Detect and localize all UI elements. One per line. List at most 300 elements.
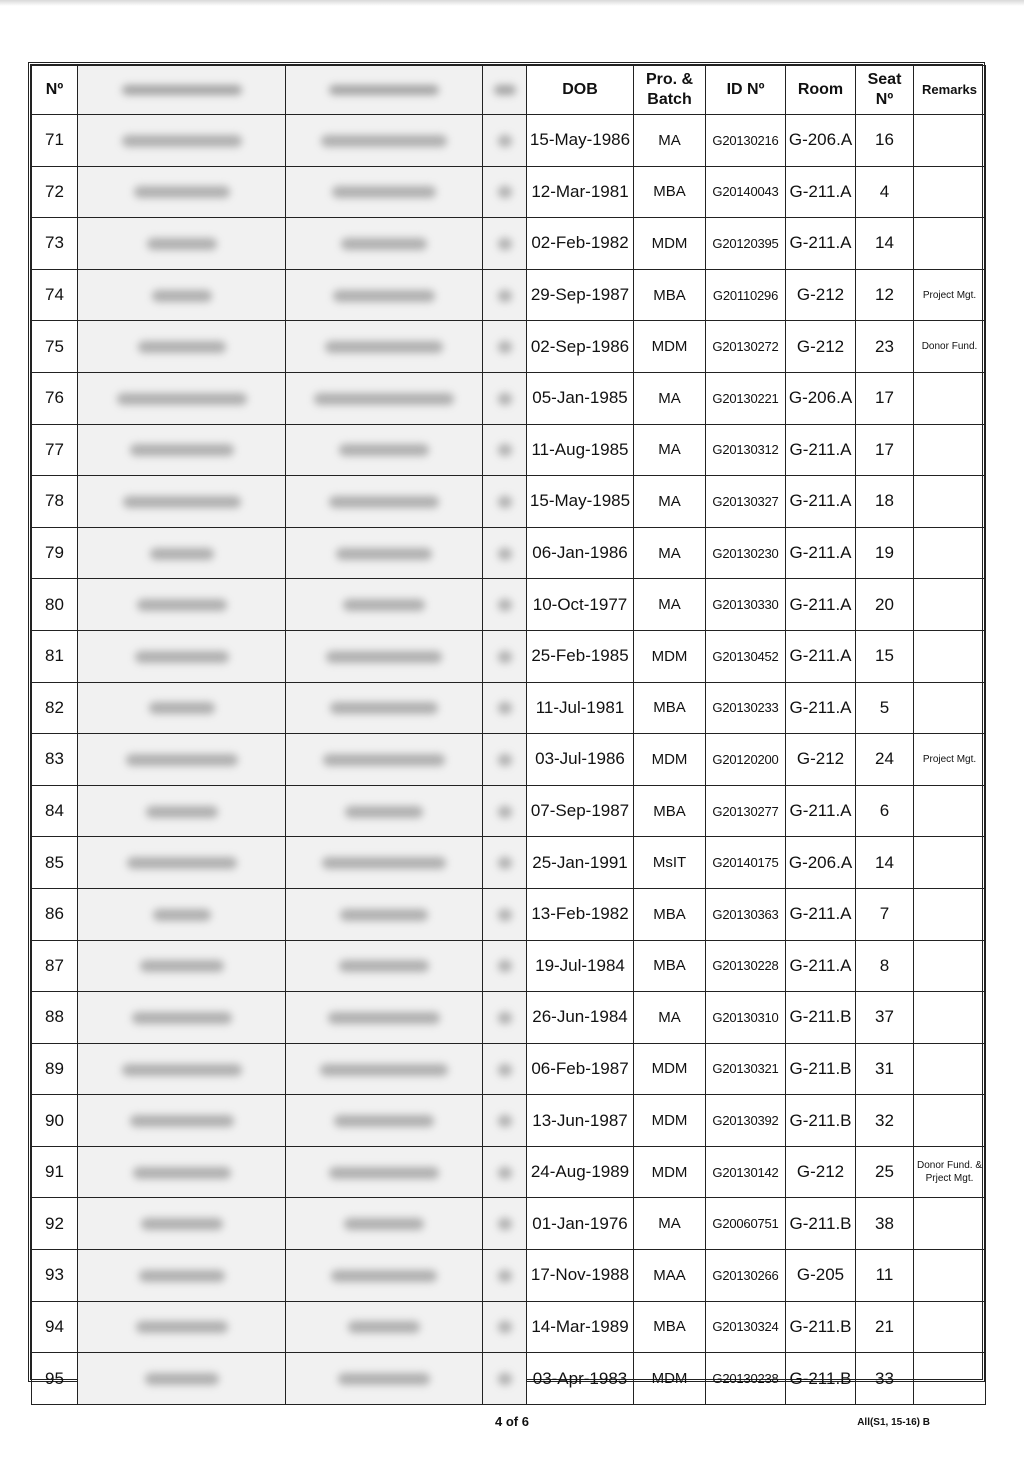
row-id-no: G20130216 xyxy=(706,115,786,167)
redacted-name-native xyxy=(78,321,286,373)
row-remarks: Donor Fund. & Prject Mgt. xyxy=(914,1146,986,1198)
row-id-no: G20130452 xyxy=(706,630,786,682)
row-id-no: G20130321 xyxy=(706,1043,786,1095)
redacted-name-latin xyxy=(286,682,483,734)
row-dob: 13-Jun-1987 xyxy=(527,1095,634,1147)
row-remarks: Donor Fund. xyxy=(914,321,986,373)
header-no: Nº xyxy=(32,66,78,115)
redacted-name-native xyxy=(78,992,286,1044)
table-row xyxy=(32,115,986,167)
row-remarks xyxy=(914,837,986,889)
redacted-name-native xyxy=(78,1043,286,1095)
header-seat-line1: Seat xyxy=(867,71,902,88)
redaction-blur xyxy=(140,960,224,972)
redaction-blur xyxy=(314,393,454,405)
row-room: G-206.A xyxy=(786,372,856,424)
table-row xyxy=(32,1250,986,1302)
row-remarks xyxy=(914,1043,986,1095)
redacted-name-latin xyxy=(286,218,483,270)
row-seat-no: 19 xyxy=(856,527,914,579)
redaction-blur xyxy=(139,1270,225,1282)
row-number: 78 xyxy=(32,476,78,528)
redaction-blur xyxy=(498,290,512,302)
row-room: G-212 xyxy=(786,1146,856,1198)
row-number: 92 xyxy=(32,1198,78,1250)
redacted-name-native xyxy=(78,1198,286,1250)
redaction-blur xyxy=(498,1012,512,1024)
row-number: 94 xyxy=(32,1301,78,1353)
redaction-blur xyxy=(149,702,215,714)
row-program: MA xyxy=(634,372,706,424)
redaction-blur xyxy=(498,238,512,250)
table-row xyxy=(32,682,986,734)
redaction-blur xyxy=(343,599,425,611)
row-dob: 19-Jul-1984 xyxy=(527,940,634,992)
row-seat-no: 20 xyxy=(856,579,914,631)
redaction-blur xyxy=(498,496,512,508)
redacted-sex xyxy=(483,166,527,218)
row-number: 90 xyxy=(32,1095,78,1147)
table-row xyxy=(32,424,986,476)
redacted-name-native xyxy=(78,837,286,889)
row-id-no: G20130230 xyxy=(706,527,786,579)
row-id-no: G20130266 xyxy=(706,1250,786,1302)
redaction-blur xyxy=(138,341,226,353)
redacted-name-native xyxy=(78,785,286,837)
redaction-blur xyxy=(498,1064,512,1076)
row-number: 75 xyxy=(32,321,78,373)
row-number: 76 xyxy=(32,372,78,424)
header-id-no: ID Nº xyxy=(706,66,786,115)
row-room: G-205 xyxy=(786,1250,856,1302)
header-program-line1: Pro. & xyxy=(645,71,694,88)
redaction-blur xyxy=(130,1115,234,1127)
redaction-blur xyxy=(322,857,446,869)
row-room: G-211.A xyxy=(786,527,856,579)
header-program-batch xyxy=(634,66,706,115)
row-seat-no: 37 xyxy=(856,992,914,1044)
row-id-no: G20130238 xyxy=(706,1353,786,1405)
row-room: G-212 xyxy=(786,269,856,321)
redaction-blur xyxy=(498,341,512,353)
row-seat-no: 14 xyxy=(856,837,914,889)
redaction-blur xyxy=(331,1270,437,1282)
row-dob: 06-Jan-1986 xyxy=(527,527,634,579)
row-id-no: G20130142 xyxy=(706,1146,786,1198)
redacted-name-latin xyxy=(286,992,483,1044)
redaction-blur xyxy=(136,1321,228,1333)
redaction-blur xyxy=(498,1321,512,1333)
row-program: MsIT xyxy=(634,837,706,889)
redacted-name-latin xyxy=(286,1301,483,1353)
row-remarks xyxy=(914,527,986,579)
redacted-sex xyxy=(483,1301,527,1353)
row-id-no: G20140043 xyxy=(706,166,786,218)
redaction-blur xyxy=(320,1064,448,1076)
row-room: G-211.A xyxy=(786,424,856,476)
table-row xyxy=(32,372,986,424)
scan-top-edge xyxy=(0,0,1024,6)
row-remarks xyxy=(914,630,986,682)
row-number: 82 xyxy=(32,682,78,734)
redaction-blur xyxy=(339,960,429,972)
row-seat-no: 33 xyxy=(856,1353,914,1405)
row-dob: 25-Jan-1991 xyxy=(527,837,634,889)
row-room: G-206.A xyxy=(786,837,856,889)
table-row xyxy=(32,837,986,889)
row-seat-no: 21 xyxy=(856,1301,914,1353)
redaction-blur xyxy=(348,1321,420,1333)
header-seat-no xyxy=(856,66,914,115)
redaction-blur xyxy=(498,599,512,611)
row-id-no: G20130327 xyxy=(706,476,786,528)
redacted-name-latin xyxy=(286,734,483,786)
row-number: 93 xyxy=(32,1250,78,1302)
row-seat-no: 38 xyxy=(856,1198,914,1250)
header-redacted-name-native xyxy=(78,66,286,115)
table-row xyxy=(32,269,986,321)
row-number: 80 xyxy=(32,579,78,631)
row-dob: 03-Apr-1983 xyxy=(527,1353,634,1405)
row-program: MA xyxy=(634,1198,706,1250)
row-id-no: G20110296 xyxy=(706,269,786,321)
row-id-no: G20060751 xyxy=(706,1198,786,1250)
row-room: G-211.A xyxy=(786,940,856,992)
row-remarks xyxy=(914,218,986,270)
redaction-blur xyxy=(328,1012,440,1024)
row-number: 72 xyxy=(32,166,78,218)
row-room: G-211.B xyxy=(786,1301,856,1353)
row-program: MA xyxy=(634,579,706,631)
redacted-name-latin xyxy=(286,269,483,321)
table-header-row xyxy=(32,66,986,115)
table-body xyxy=(32,115,986,1405)
header-room: Room xyxy=(786,66,856,115)
row-seat-no: 8 xyxy=(856,940,914,992)
redaction-blur xyxy=(330,702,438,714)
row-room: G-211.B xyxy=(786,1095,856,1147)
redacted-name-native xyxy=(78,476,286,528)
row-seat-no: 11 xyxy=(856,1250,914,1302)
redacted-sex xyxy=(483,1198,527,1250)
redacted-name-latin xyxy=(286,1043,483,1095)
redaction-blur xyxy=(340,909,428,921)
redacted-sex xyxy=(483,888,527,940)
redaction-blur xyxy=(145,1373,219,1385)
row-room: G-211.B xyxy=(786,1043,856,1095)
redacted-sex xyxy=(483,218,527,270)
redaction-blur xyxy=(323,754,445,766)
redaction-blur xyxy=(498,444,512,456)
row-id-no: G20140175 xyxy=(706,837,786,889)
row-room: G-211.A xyxy=(786,630,856,682)
row-dob: 17-Nov-1988 xyxy=(527,1250,634,1302)
redaction-blur xyxy=(123,496,241,508)
row-program: MA xyxy=(634,992,706,1044)
row-room: G-211.B xyxy=(786,992,856,1044)
row-room: G-211.B xyxy=(786,1198,856,1250)
redacted-name-native xyxy=(78,1353,286,1405)
row-dob: 02-Feb-1982 xyxy=(527,218,634,270)
redacted-sex xyxy=(483,527,527,579)
redacted-sex xyxy=(483,579,527,631)
row-program: MBA xyxy=(634,888,706,940)
redacted-name-latin xyxy=(286,785,483,837)
row-dob: 13-Feb-1982 xyxy=(527,888,634,940)
row-room: G-211.A xyxy=(786,888,856,940)
row-number: 89 xyxy=(32,1043,78,1095)
row-room: G-212 xyxy=(786,734,856,786)
redaction-blur xyxy=(498,393,512,405)
table-row xyxy=(32,1146,986,1198)
redacted-name-native xyxy=(78,424,286,476)
table-row xyxy=(32,218,986,270)
row-number: 85 xyxy=(32,837,78,889)
redacted-sex xyxy=(483,476,527,528)
table-row xyxy=(32,476,986,528)
redacted-sex xyxy=(483,837,527,889)
header-seat-line2: Nº xyxy=(875,91,894,108)
row-remarks xyxy=(914,1250,986,1302)
row-remarks: Project Mgt. xyxy=(914,734,986,786)
redacted-name-latin xyxy=(286,1353,483,1405)
row-room: G-211.B xyxy=(786,1353,856,1405)
row-remarks: Project Mgt. xyxy=(914,269,986,321)
redaction-blur xyxy=(122,135,242,147)
row-remarks xyxy=(914,992,986,1044)
redaction-blur xyxy=(137,599,227,611)
redaction-blur xyxy=(498,548,512,560)
header-redacted-sex xyxy=(483,66,527,115)
table-row xyxy=(32,1043,986,1095)
row-number: 77 xyxy=(32,424,78,476)
row-id-no: G20130272 xyxy=(706,321,786,373)
row-dob: 05-Jan-1985 xyxy=(527,372,634,424)
redaction-blur xyxy=(133,1167,231,1179)
row-id-no: G20130312 xyxy=(706,424,786,476)
row-number: 73 xyxy=(32,218,78,270)
redaction-blur xyxy=(150,548,214,560)
row-dob: 10-Oct-1977 xyxy=(527,579,634,631)
row-number: 95 xyxy=(32,1353,78,1405)
row-remarks xyxy=(914,682,986,734)
redacted-name-latin xyxy=(286,940,483,992)
table-row xyxy=(32,1301,986,1353)
redacted-sex xyxy=(483,424,527,476)
row-dob: 12-Mar-1981 xyxy=(527,166,634,218)
redaction-blur xyxy=(329,496,439,508)
redaction-blur xyxy=(498,702,512,714)
redacted-sex xyxy=(483,372,527,424)
redacted-name-native xyxy=(78,579,286,631)
row-seat-no: 15 xyxy=(856,630,914,682)
row-id-no: G20130363 xyxy=(706,888,786,940)
row-dob: 24-Aug-1989 xyxy=(527,1146,634,1198)
row-program: MA xyxy=(634,527,706,579)
redaction-blur xyxy=(127,857,237,869)
row-dob: 11-Aug-1985 xyxy=(527,424,634,476)
row-program: MDM xyxy=(634,734,706,786)
redacted-sex xyxy=(483,1043,527,1095)
redacted-sex xyxy=(483,682,527,734)
redacted-name-native xyxy=(78,1301,286,1353)
redacted-name-latin xyxy=(286,115,483,167)
redacted-name-native xyxy=(78,682,286,734)
row-seat-no: 16 xyxy=(856,115,914,167)
redacted-sex xyxy=(483,115,527,167)
redacted-name-latin xyxy=(286,424,483,476)
redacted-sex xyxy=(483,630,527,682)
redaction-blur xyxy=(326,651,442,663)
redaction-blur xyxy=(146,806,218,818)
row-dob: 29-Sep-1987 xyxy=(527,269,634,321)
table-row xyxy=(32,940,986,992)
redaction-blur xyxy=(141,1218,223,1230)
row-id-no: G20130310 xyxy=(706,992,786,1044)
table-row xyxy=(32,734,986,786)
redaction-blur xyxy=(498,1218,512,1230)
row-dob: 11-Jul-1981 xyxy=(527,682,634,734)
redacted-sex xyxy=(483,1095,527,1147)
redacted-sex xyxy=(483,940,527,992)
redacted-sex xyxy=(483,1353,527,1405)
row-dob: 15-May-1986 xyxy=(527,115,634,167)
redaction-blur xyxy=(332,186,436,198)
redacted-name-latin xyxy=(286,166,483,218)
redaction-blur xyxy=(498,1373,512,1385)
row-number: 91 xyxy=(32,1146,78,1198)
redacted-sex xyxy=(483,1250,527,1302)
row-remarks xyxy=(914,115,986,167)
row-dob: 15-May-1985 xyxy=(527,476,634,528)
row-room: G-211.A xyxy=(786,476,856,528)
row-remarks xyxy=(914,372,986,424)
redaction-blur xyxy=(498,1167,512,1179)
header-program-line2: Batch xyxy=(647,91,692,108)
table-row xyxy=(32,888,986,940)
row-number: 83 xyxy=(32,734,78,786)
redaction-blur xyxy=(345,806,423,818)
redaction-blur xyxy=(336,548,432,560)
redacted-name-native xyxy=(78,888,286,940)
redacted-name-native xyxy=(78,1095,286,1147)
row-program: MDM xyxy=(634,1043,706,1095)
redacted-name-latin xyxy=(286,476,483,528)
redaction-blur xyxy=(117,393,247,405)
row-room: G-211.A xyxy=(786,682,856,734)
row-id-no: G20130392 xyxy=(706,1095,786,1147)
row-dob: 25-Feb-1985 xyxy=(527,630,634,682)
redaction-blur xyxy=(132,1012,232,1024)
header-dob: DOB xyxy=(527,66,634,115)
row-program: MA xyxy=(634,424,706,476)
redaction-blur xyxy=(498,857,512,869)
row-seat-no: 31 xyxy=(856,1043,914,1095)
page-number: 4 of 6 xyxy=(495,1414,529,1429)
redaction-blur xyxy=(325,341,443,353)
redacted-name-native xyxy=(78,940,286,992)
row-room: G-211.A xyxy=(786,218,856,270)
redacted-name-latin xyxy=(286,630,483,682)
redaction-blur xyxy=(135,651,229,663)
redaction-blur xyxy=(339,444,429,456)
table-row xyxy=(32,992,986,1044)
row-seat-no: 7 xyxy=(856,888,914,940)
row-seat-no: 25 xyxy=(856,1146,914,1198)
redaction-blur xyxy=(338,1373,430,1385)
redacted-name-native xyxy=(78,166,286,218)
row-number: 86 xyxy=(32,888,78,940)
row-seat-no: 12 xyxy=(856,269,914,321)
row-program: MDM xyxy=(634,1353,706,1405)
redacted-sex xyxy=(483,321,527,373)
row-seat-no: 17 xyxy=(856,424,914,476)
row-remarks xyxy=(914,888,986,940)
redacted-sex xyxy=(483,1146,527,1198)
redacted-name-latin xyxy=(286,1250,483,1302)
row-program: MBA xyxy=(634,166,706,218)
row-remarks xyxy=(914,1095,986,1147)
row-seat-no: 14 xyxy=(856,218,914,270)
row-dob: 07-Sep-1987 xyxy=(527,785,634,837)
redacted-sex xyxy=(483,734,527,786)
row-seat-no: 5 xyxy=(856,682,914,734)
row-id-no: G20130233 xyxy=(706,682,786,734)
row-number: 87 xyxy=(32,940,78,992)
row-id-no: G20130221 xyxy=(706,372,786,424)
row-remarks xyxy=(914,424,986,476)
redacted-sex xyxy=(483,269,527,321)
redaction-blur xyxy=(122,1064,242,1076)
redacted-sex xyxy=(483,992,527,1044)
row-program: MBA xyxy=(634,682,706,734)
redacted-name-latin xyxy=(286,372,483,424)
row-seat-no: 23 xyxy=(856,321,914,373)
row-id-no: G20120200 xyxy=(706,734,786,786)
redaction-blur xyxy=(334,1115,434,1127)
row-program: MBA xyxy=(634,785,706,837)
row-remarks xyxy=(914,1198,986,1250)
row-seat-no: 18 xyxy=(856,476,914,528)
table-row xyxy=(32,1353,986,1405)
row-program: MBA xyxy=(634,1301,706,1353)
redacted-name-latin xyxy=(286,321,483,373)
row-dob: 06-Feb-1987 xyxy=(527,1043,634,1095)
row-program: MDM xyxy=(634,1095,706,1147)
redaction-blur xyxy=(498,651,512,663)
student-table xyxy=(31,65,986,1405)
row-seat-no: 4 xyxy=(856,166,914,218)
row-program: MBA xyxy=(634,940,706,992)
redacted-name-latin xyxy=(286,837,483,889)
redacted-name-latin xyxy=(286,1095,483,1147)
row-remarks xyxy=(914,785,986,837)
redacted-name-native xyxy=(78,269,286,321)
row-dob: 14-Mar-1989 xyxy=(527,1301,634,1353)
row-remarks xyxy=(914,1353,986,1405)
redaction-blur xyxy=(498,186,512,198)
table-row xyxy=(32,1198,986,1250)
row-id-no: G20130277 xyxy=(706,785,786,837)
redaction-blur xyxy=(498,960,512,972)
redacted-sex xyxy=(483,785,527,837)
row-seat-no: 6 xyxy=(856,785,914,837)
student-table-frame xyxy=(28,62,985,1388)
redaction-blur xyxy=(126,754,238,766)
row-number: 71 xyxy=(32,115,78,167)
row-id-no: G20120395 xyxy=(706,218,786,270)
redacted-name-latin xyxy=(286,527,483,579)
